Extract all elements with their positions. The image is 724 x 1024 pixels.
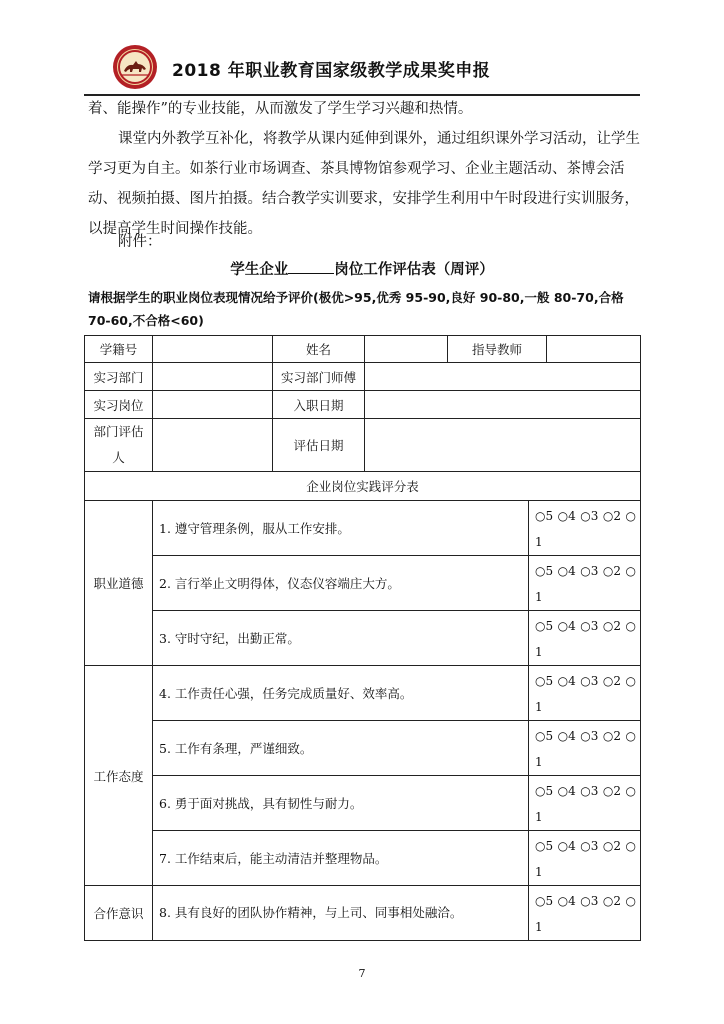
advisor-label: 指导教师 (448, 336, 547, 363)
attachment-label: 附件： (118, 234, 162, 250)
rating-option-1-label: 1 (535, 920, 543, 934)
body-paragraph: 着、能操作”的专业技能，从而激发了学生学习兴趣和热情。 (88, 101, 473, 117)
rating-option-5[interactable]: ○5 (535, 839, 554, 853)
eval-date-field[interactable] (365, 419, 641, 472)
name-field[interactable] (365, 336, 448, 363)
form-title-suffix: 岗位工作评估表（周评） (334, 262, 494, 278)
rating-option-1-label: 1 (535, 810, 543, 824)
form-title (0, 258, 724, 279)
rating-options[interactable] (529, 886, 641, 941)
rating-option-3[interactable]: ○3 (580, 784, 599, 798)
student-id-field[interactable] (153, 336, 273, 363)
rating-option-2[interactable]: ○2 (602, 674, 621, 688)
rating-option-1-label: 1 (535, 645, 543, 659)
advisor-field[interactable] (547, 336, 641, 363)
rating-option-2[interactable]: ○2 (602, 839, 621, 853)
rating-options[interactable] (529, 666, 641, 721)
evaluator-field[interactable] (153, 419, 273, 472)
criterion-text: 1. 遵守管理条例，服从工作安排。 (153, 501, 529, 556)
form-title-prefix: 学生企业 (230, 262, 289, 278)
rating-option-4[interactable]: ○4 (557, 729, 576, 743)
rating-option-3[interactable]: ○3 (580, 509, 599, 523)
rating-option-5[interactable]: ○5 (535, 619, 554, 633)
criterion-text: 4. 工作责任心强，任务完成质量好、效率高。 (153, 666, 529, 721)
rating-option-5[interactable]: ○5 (535, 784, 554, 798)
rating-option-1-circle[interactable]: ○ (625, 784, 636, 798)
form-instruction: 请根据学生的职业岗位表现情况给予评价(极优>95,优秀 95-90,良好 90-80,一般 80-70,合格 70-60,不合格<60) (88, 290, 624, 328)
rating-option-5[interactable]: ○5 (535, 674, 554, 688)
rating-option-3[interactable]: ○3 (580, 894, 599, 908)
page-number: 7 (358, 967, 366, 980)
rating-option-1-circle[interactable]: ○ (625, 839, 636, 853)
page-header (0, 0, 724, 96)
department-field[interactable] (153, 363, 273, 391)
rating-option-1-circle[interactable]: ○ (625, 564, 636, 578)
rating-option-2[interactable]: ○2 (602, 619, 621, 633)
rating-option-1-circle[interactable]: ○ (625, 729, 636, 743)
rating-option-2[interactable]: ○2 (602, 509, 621, 523)
rating-option-4[interactable]: ○4 (557, 894, 576, 908)
school-emblem-icon (112, 44, 158, 90)
criterion-text: 8. 具有良好的团队协作精神，与上司、同事相处融洽。 (153, 886, 529, 941)
rating-option-4[interactable]: ○4 (557, 619, 576, 633)
rating-option-2[interactable]: ○2 (602, 784, 621, 798)
entry-date-label: 入职日期 (273, 391, 365, 419)
rating-option-3[interactable]: ○3 (580, 674, 599, 688)
rating-option-2[interactable]: ○2 (602, 729, 621, 743)
eval-date-label: 评估日期 (273, 419, 365, 472)
rating-option-1-circle[interactable]: ○ (625, 894, 636, 908)
dept-mentor-label: 实习部门师傅 (273, 363, 365, 391)
evaluation-table (84, 335, 641, 941)
category-label: 职业道德 (85, 501, 153, 666)
student-id-label: 学籍号 (85, 336, 153, 363)
rating-option-4[interactable]: ○4 (557, 784, 576, 798)
rating-option-4[interactable]: ○4 (557, 509, 576, 523)
rating-options[interactable] (529, 501, 641, 556)
rating-options[interactable] (529, 776, 641, 831)
body-paragraph: 课堂内外教学互补化，将教学从课内延伸到课外，通过组织课外学习活动，让学生学习更为自主。如茶行业市场调查、茶具博物馆参观学习、企业主题活动、茶博会活动、视频拍摄、图片拍摄。结合教学实训要求，安排学生利用中午时段进行实训服务，以提高学生时间操作技能。 (88, 131, 640, 237)
rating-option-2[interactable]: ○2 (602, 564, 621, 578)
rating-options[interactable] (529, 721, 641, 776)
rating-option-1-label: 1 (535, 590, 543, 604)
entry-date-field[interactable] (365, 391, 641, 419)
section-title: 企业岗位实践评分表 (85, 472, 641, 501)
criterion-text: 5. 工作有条理，严谨细致。 (153, 721, 529, 776)
rating-option-3[interactable]: ○3 (580, 564, 599, 578)
rating-option-4[interactable]: ○4 (557, 564, 576, 578)
dept-mentor-field[interactable] (365, 363, 641, 391)
rating-option-2[interactable]: ○2 (602, 894, 621, 908)
department-label: 实习部门 (85, 363, 153, 391)
rating-option-1-label: 1 (535, 535, 543, 549)
form-title-blank (288, 260, 334, 274)
position-field[interactable] (153, 391, 273, 419)
criterion-text: 3. 守时守纪，出勤正常。 (153, 611, 529, 666)
position-label: 实习岗位 (85, 391, 153, 419)
rating-option-3[interactable]: ○3 (580, 729, 599, 743)
rating-option-4[interactable]: ○4 (557, 674, 576, 688)
rating-option-3[interactable]: ○3 (580, 839, 599, 853)
rating-option-3[interactable]: ○3 (580, 619, 599, 633)
page-title: 2018 年职业教育国家级教学成果奖申报 (172, 61, 491, 81)
criterion-text: 7. 工作结束后，能主动清洁并整理物品。 (153, 831, 529, 886)
rating-option-1-label: 1 (535, 700, 543, 714)
name-label: 姓名 (273, 336, 365, 363)
category-label: 合作意识 (85, 886, 153, 941)
rating-option-5[interactable]: ○5 (535, 894, 554, 908)
rating-option-1-label: 1 (535, 755, 543, 769)
rating-options[interactable] (529, 611, 641, 666)
rating-option-1-circle[interactable]: ○ (625, 674, 636, 688)
rating-option-5[interactable]: ○5 (535, 509, 554, 523)
category-label: 工作态度 (85, 666, 153, 886)
rating-option-1-circle[interactable]: ○ (625, 509, 636, 523)
rating-option-4[interactable]: ○4 (557, 839, 576, 853)
rating-option-1-label: 1 (535, 865, 543, 879)
criterion-text: 6. 勇于面对挑战，具有韧性与耐力。 (153, 776, 529, 831)
rating-options[interactable] (529, 831, 641, 886)
evaluator-label: 部门评估人 (85, 419, 153, 472)
rating-options[interactable] (529, 556, 641, 611)
rating-option-1-circle[interactable]: ○ (625, 619, 636, 633)
rating-option-5[interactable]: ○5 (535, 564, 554, 578)
criterion-text: 2. 言行举止文明得体，仪态仪容端庄大方。 (153, 556, 529, 611)
rating-option-5[interactable]: ○5 (535, 729, 554, 743)
